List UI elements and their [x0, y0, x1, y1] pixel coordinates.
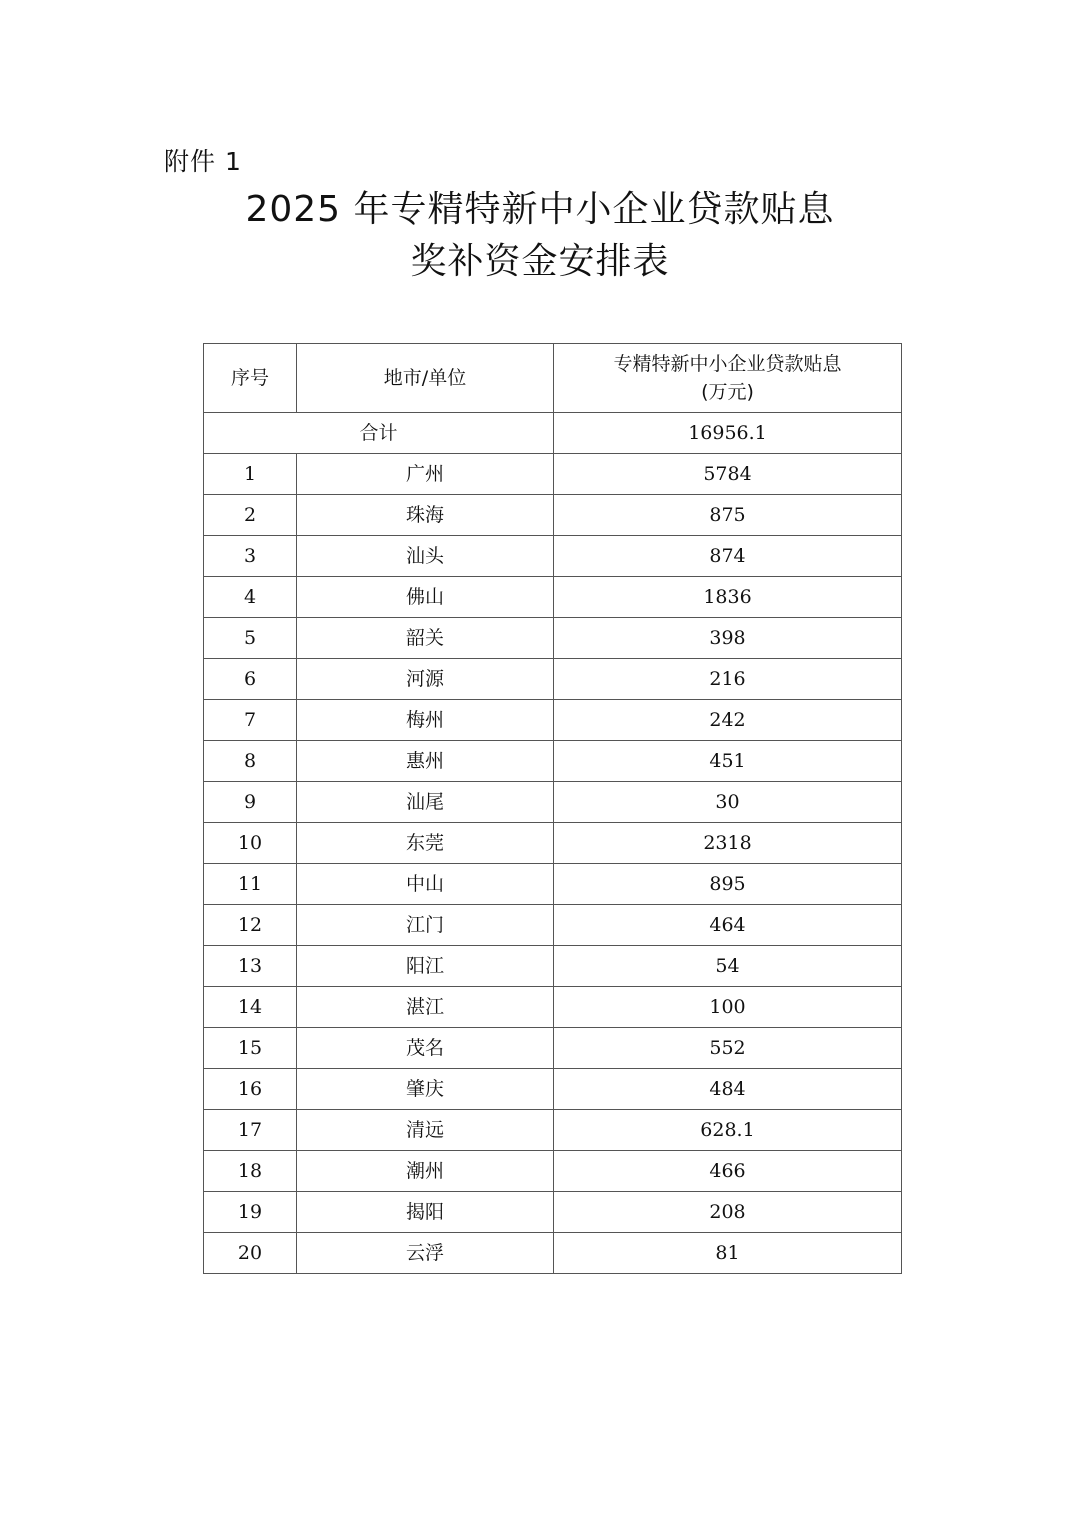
- row-index: 17: [204, 1110, 297, 1151]
- row-unit: 揭阳: [297, 1192, 554, 1233]
- table-row: [204, 495, 902, 536]
- header-amount: [554, 344, 902, 413]
- row-index: 3: [204, 536, 297, 577]
- row-index: 19: [204, 1192, 297, 1233]
- row-index: 18: [204, 1151, 297, 1192]
- table-row: [204, 536, 902, 577]
- total-label: 合计: [204, 413, 554, 454]
- row-unit: 珠海: [297, 495, 554, 536]
- row-index: 13: [204, 946, 297, 987]
- table-row: [204, 1110, 902, 1151]
- table-row: [204, 946, 902, 987]
- row-amount: 1836: [554, 577, 902, 618]
- row-index: 1: [204, 454, 297, 495]
- header-index: 序号: [204, 344, 297, 413]
- row-amount: 30: [554, 782, 902, 823]
- row-amount: 451: [554, 741, 902, 782]
- row-unit: 东莞: [297, 823, 554, 864]
- row-unit: 河源: [297, 659, 554, 700]
- header-unit: 地市/单位: [297, 344, 554, 413]
- row-unit: 云浮: [297, 1233, 554, 1274]
- row-index: 10: [204, 823, 297, 864]
- row-unit: 阳江: [297, 946, 554, 987]
- row-amount: 875: [554, 495, 902, 536]
- row-unit: 广州: [297, 454, 554, 495]
- table-row: [204, 700, 902, 741]
- row-amount: 398: [554, 618, 902, 659]
- row-amount: 54: [554, 946, 902, 987]
- table-row: [204, 1069, 902, 1110]
- row-amount: 100: [554, 987, 902, 1028]
- table-row: [204, 987, 902, 1028]
- row-unit: 中山: [297, 864, 554, 905]
- row-unit: 江门: [297, 905, 554, 946]
- row-unit: 汕头: [297, 536, 554, 577]
- table-row: [204, 1233, 902, 1274]
- row-index: 12: [204, 905, 297, 946]
- row-unit: 佛山: [297, 577, 554, 618]
- row-index: 7: [204, 700, 297, 741]
- row-amount: 552: [554, 1028, 902, 1069]
- row-index: 20: [204, 1233, 297, 1274]
- table-row: [204, 659, 902, 700]
- row-index: 5: [204, 618, 297, 659]
- table-header-row: [204, 344, 902, 413]
- row-unit: 肇庆: [297, 1069, 554, 1110]
- row-amount: 81: [554, 1233, 902, 1274]
- row-amount: 484: [554, 1069, 902, 1110]
- table-row: [204, 741, 902, 782]
- table-row: [204, 454, 902, 495]
- attachment-label: 附件 1: [164, 147, 242, 176]
- row-amount: 208: [554, 1192, 902, 1233]
- total-row: [204, 413, 902, 454]
- total-value: 16956.1: [554, 413, 902, 454]
- table-row: [204, 577, 902, 618]
- table-row: [204, 782, 902, 823]
- row-unit: 湛江: [297, 987, 554, 1028]
- row-index: 11: [204, 864, 297, 905]
- row-unit: 清远: [297, 1110, 554, 1151]
- row-amount: 242: [554, 700, 902, 741]
- row-amount: 895: [554, 864, 902, 905]
- table-row: [204, 1028, 902, 1069]
- row-index: 14: [204, 987, 297, 1028]
- header-amount-line-2: (万元): [701, 381, 754, 403]
- row-index: 15: [204, 1028, 297, 1069]
- allocation-table: [203, 343, 902, 1274]
- row-unit: 潮州: [297, 1151, 554, 1192]
- table-row: [204, 618, 902, 659]
- table-row: [204, 823, 902, 864]
- row-unit: 惠州: [297, 741, 554, 782]
- row-index: 8: [204, 741, 297, 782]
- row-amount: 466: [554, 1151, 902, 1192]
- row-unit: 梅州: [297, 700, 554, 741]
- document-title-line-2: 奖补资金安排表: [410, 241, 670, 282]
- row-amount: 216: [554, 659, 902, 700]
- row-index: 4: [204, 577, 297, 618]
- row-unit: 汕尾: [297, 782, 554, 823]
- table-row: [204, 864, 902, 905]
- row-index: 6: [204, 659, 297, 700]
- row-amount: 2318: [554, 823, 902, 864]
- row-amount: 464: [554, 905, 902, 946]
- row-amount: 5784: [554, 454, 902, 495]
- header-amount-line-1: 专精特新中小企业贷款贴息: [613, 353, 842, 375]
- row-amount: 628.1: [554, 1110, 902, 1151]
- table-row: [204, 1151, 902, 1192]
- table-row: [204, 905, 902, 946]
- row-unit: 韶关: [297, 618, 554, 659]
- row-index: 16: [204, 1069, 297, 1110]
- row-unit: 茂名: [297, 1028, 554, 1069]
- row-index: 9: [204, 782, 297, 823]
- document-title-line-1: 2025 年专精特新中小企业贷款贴息: [245, 189, 835, 230]
- table-row: [204, 1192, 902, 1233]
- row-amount: 874: [554, 536, 902, 577]
- row-index: 2: [204, 495, 297, 536]
